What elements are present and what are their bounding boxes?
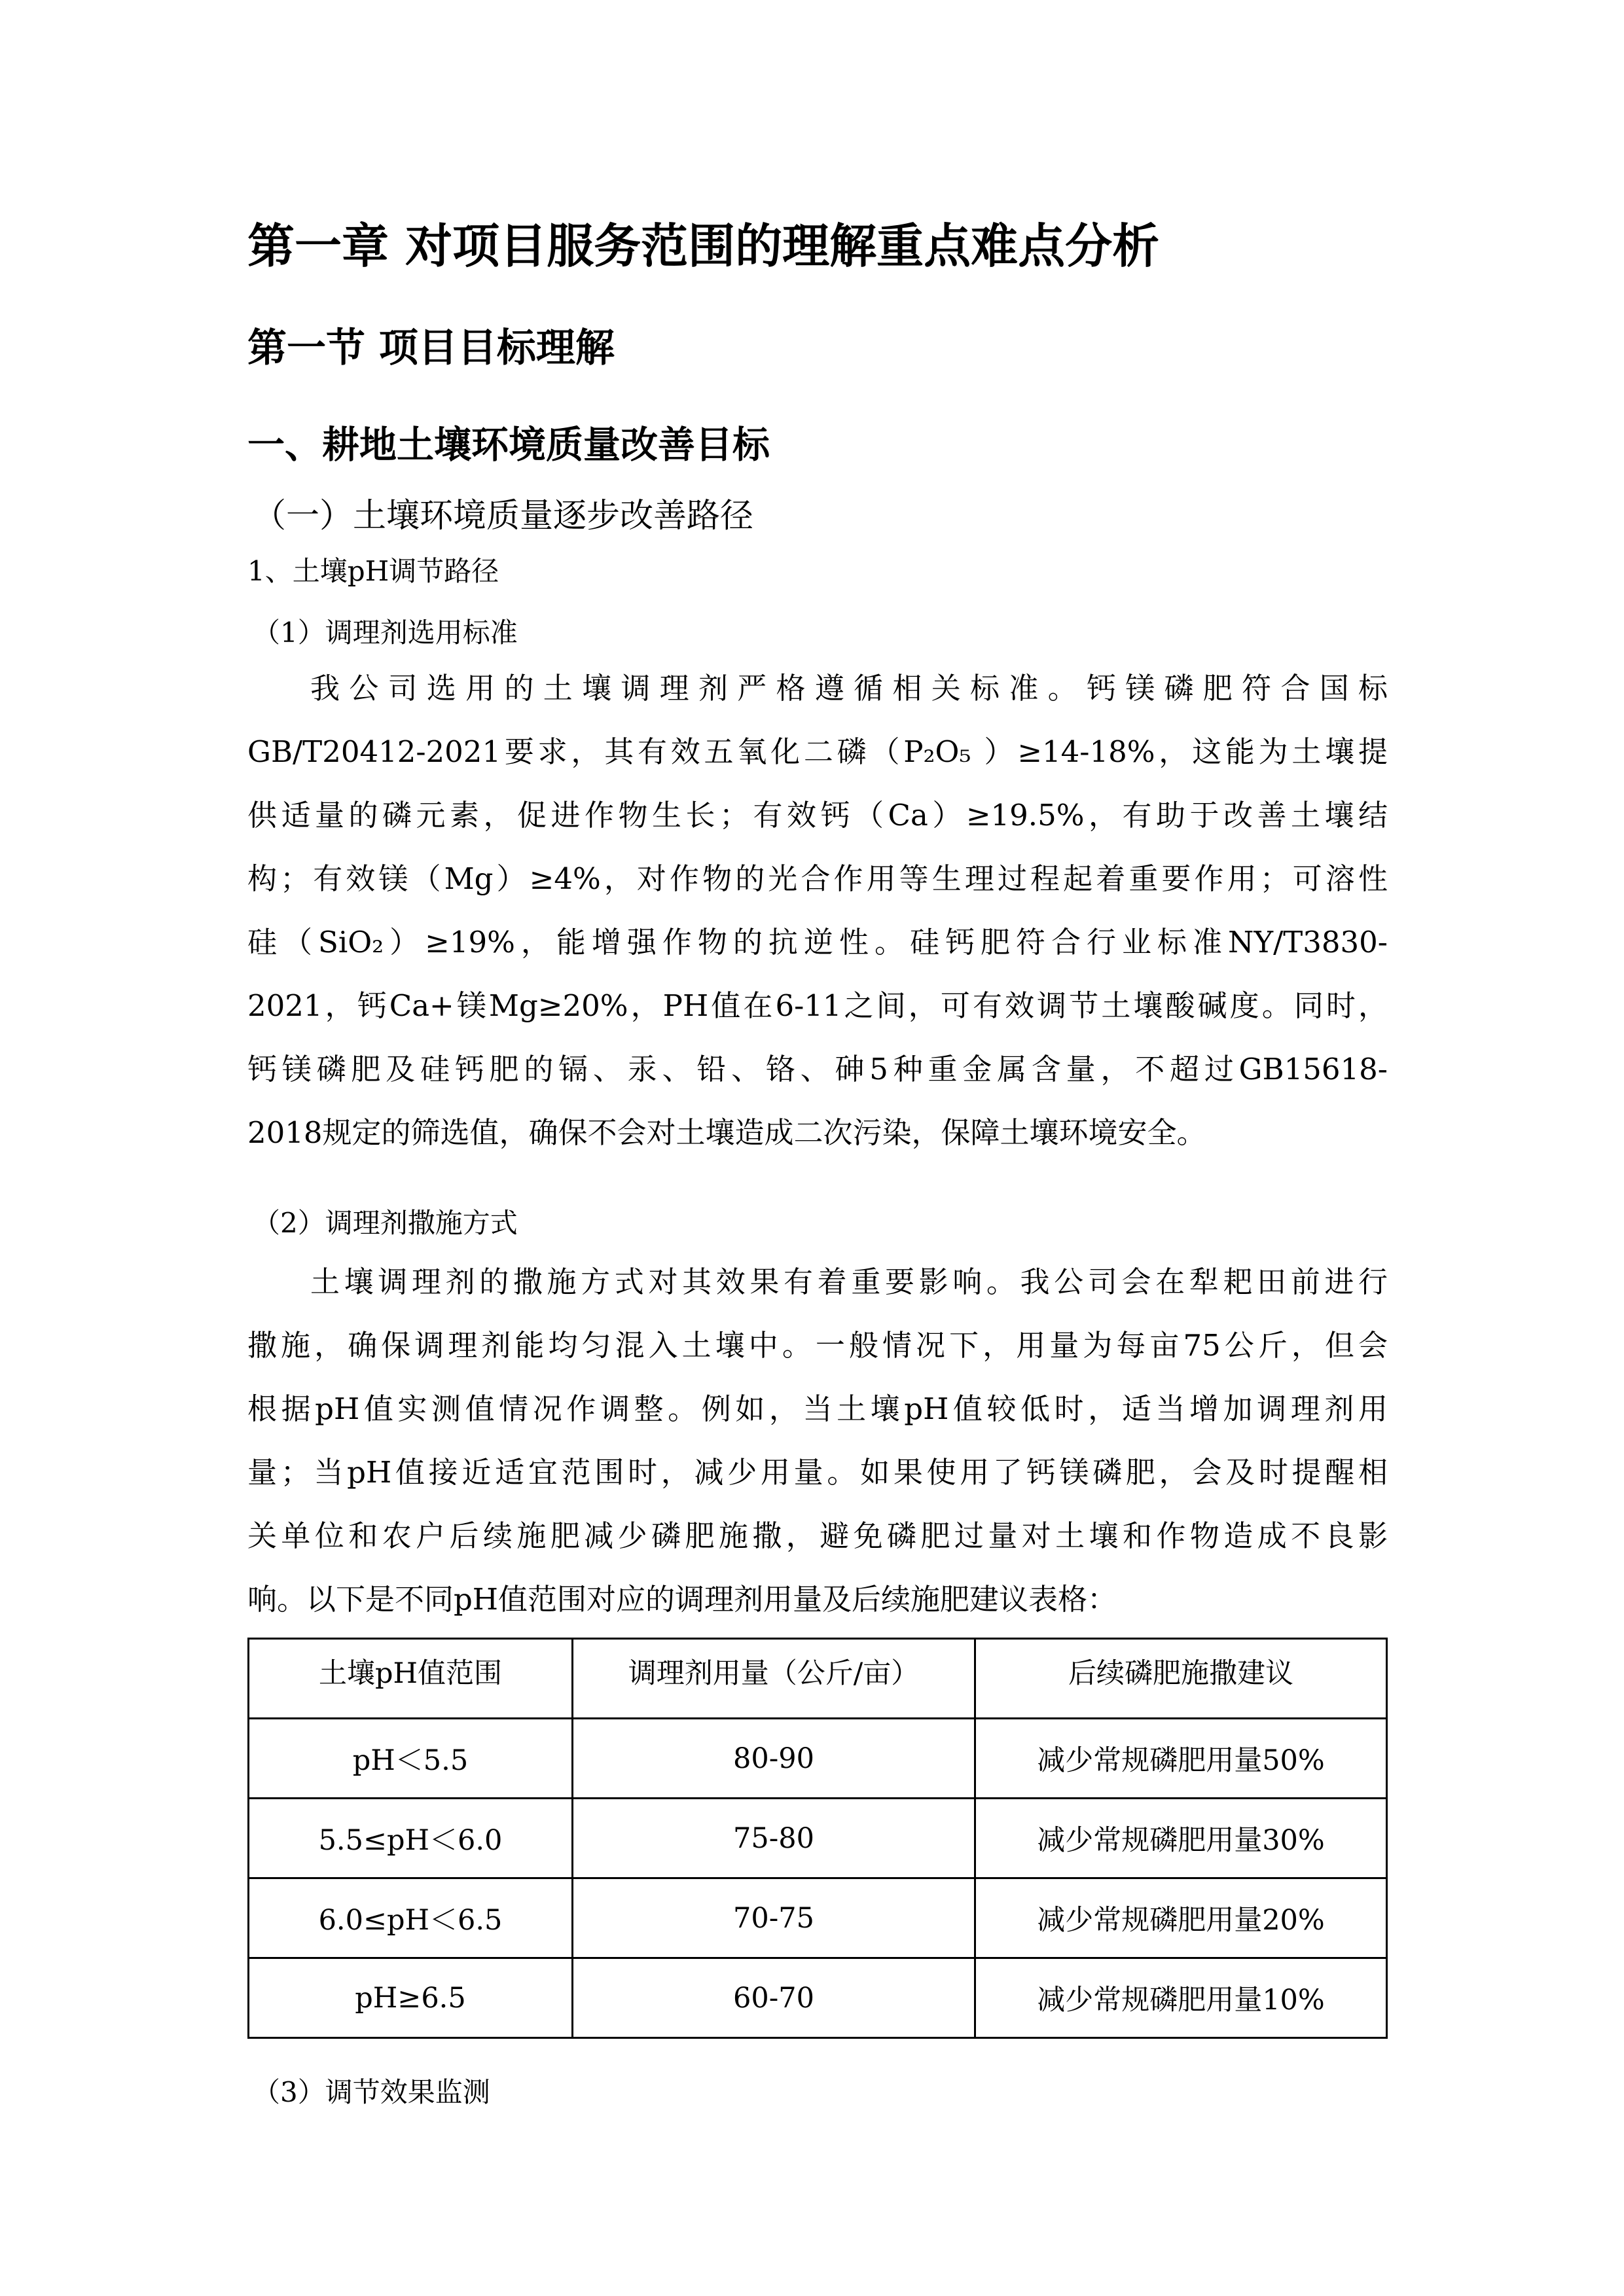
- paragraph-line: 构；有效镁（Mg）≥4%，对作物的光合作用等生理过程起着重要作用；可溶性: [247, 861, 1388, 896]
- table-cell: 减少常规磷肥用量30%: [975, 1799, 1387, 1878]
- sub-item-1-heading: （1）调理剂选用标准: [253, 617, 518, 649]
- table-cell: 减少常规磷肥用量10%: [975, 1958, 1387, 2038]
- subsection-title: 一、耕地土壤环境质量改善目标: [247, 423, 770, 467]
- table-cell: 减少常规磷肥用量50%: [975, 1719, 1387, 1799]
- sub-heading: （一）土壤环境质量逐步改善路径: [253, 497, 754, 535]
- paragraph-line: 量；当pH值接近适宜范围时，减少用量。如果使用了钙镁磷肥，会及时提醒相: [247, 1455, 1388, 1490]
- table-row: [249, 1878, 1387, 1958]
- paragraph-line: 撒施，确保调理剂能均匀混入土壤中。一般情况下，用量为每亩75公斤，但会: [247, 1328, 1388, 1363]
- table-cell: 70-75: [573, 1878, 975, 1958]
- paragraph-line: 关单位和农户后续施肥减少磷肥施撒，避免磷肥过量对土壤和作物造成不良影: [247, 1518, 1388, 1553]
- paragraph-line: 2018规定的筛选值，确保不会对土壤造成二次污染，保障土壤环境安全。: [247, 1115, 1206, 1150]
- table-cell: pH≥6.5: [249, 1958, 573, 2038]
- paragraph-line: GB/T20412-2021要求，其有效五氧化二磷（P₂O₅ ）≥14-18%，这能为土壤提: [247, 734, 1388, 769]
- table-header-cell: 调理剂用量（公斤/亩）: [573, 1639, 975, 1719]
- paragraph-2: [247, 1250, 1388, 1631]
- table-row: [249, 1719, 1387, 1799]
- table-cell: 80-90: [573, 1719, 975, 1799]
- paragraph-1: [247, 656, 1388, 1164]
- paragraph-line: 硅（SiO₂）≥19%，能增强作物的抗逆性。硅钙肥符合行业标准NY/T3830-: [247, 925, 1388, 960]
- table-cell: 60-70: [573, 1958, 975, 2038]
- table-header-cell: 土壤pH值范围: [249, 1639, 573, 1719]
- paragraph-line: 钙镁磷肥及硅钙肥的镉、汞、铅、铬、砷5种重金属含量，不超过GB15618-: [247, 1052, 1388, 1086]
- table-cell: 75-80: [573, 1799, 975, 1878]
- paragraph-line: 土壤调理剂的撒施方式对其效果有着重要影响。我公司会在犁耙田前进行: [310, 1265, 1388, 1299]
- table-row: [249, 1958, 1387, 2038]
- table-row: [249, 1799, 1387, 1878]
- paragraph-line: 我公司选用的土壤调理剂严格遵循相关标准。钙镁磷肥符合国标: [310, 671, 1388, 706]
- paragraph-line: 供适量的磷元素，促进作物生长；有效钙（Ca）≥19.5%，有助于改善土壤结: [247, 798, 1388, 833]
- chapter-title: 第一章 对项目服务范围的理解重点难点分析: [247, 219, 1160, 274]
- table-header-cell: 后续磷肥施撒建议: [975, 1639, 1387, 1719]
- item-heading: 1、土壤pH调节路径: [247, 555, 499, 587]
- sub-item-2-heading: （2）调理剂撒施方式: [253, 1207, 518, 1239]
- section-title: 第一节 项目目标理解: [247, 325, 615, 371]
- table-header-row: [249, 1639, 1387, 1719]
- paragraph-line: 2021，钙Ca+镁Mg≥20%，PH值在6-11之间，可有效调节土壤酸碱度。同时，: [247, 988, 1388, 1023]
- ph-dosage-table: [247, 1638, 1388, 2039]
- table-cell: 6.0≤pH＜6.5: [249, 1878, 573, 1958]
- sub-item-3-heading: （3）调节效果监测: [253, 2076, 490, 2108]
- paragraph-line: 响。以下是不同pH值范围对应的调理剂用量及后续施肥建议表格：: [247, 1582, 1117, 1617]
- paragraph-line: 根据pH值实测值情况作调整。例如，当土壤pH值较低时，适当增加调理剂用: [247, 1391, 1388, 1426]
- table-cell: 减少常规磷肥用量20%: [975, 1878, 1387, 1958]
- table-cell: 5.5≤pH＜6.0: [249, 1799, 573, 1878]
- table-cell: pH＜5.5: [249, 1719, 573, 1799]
